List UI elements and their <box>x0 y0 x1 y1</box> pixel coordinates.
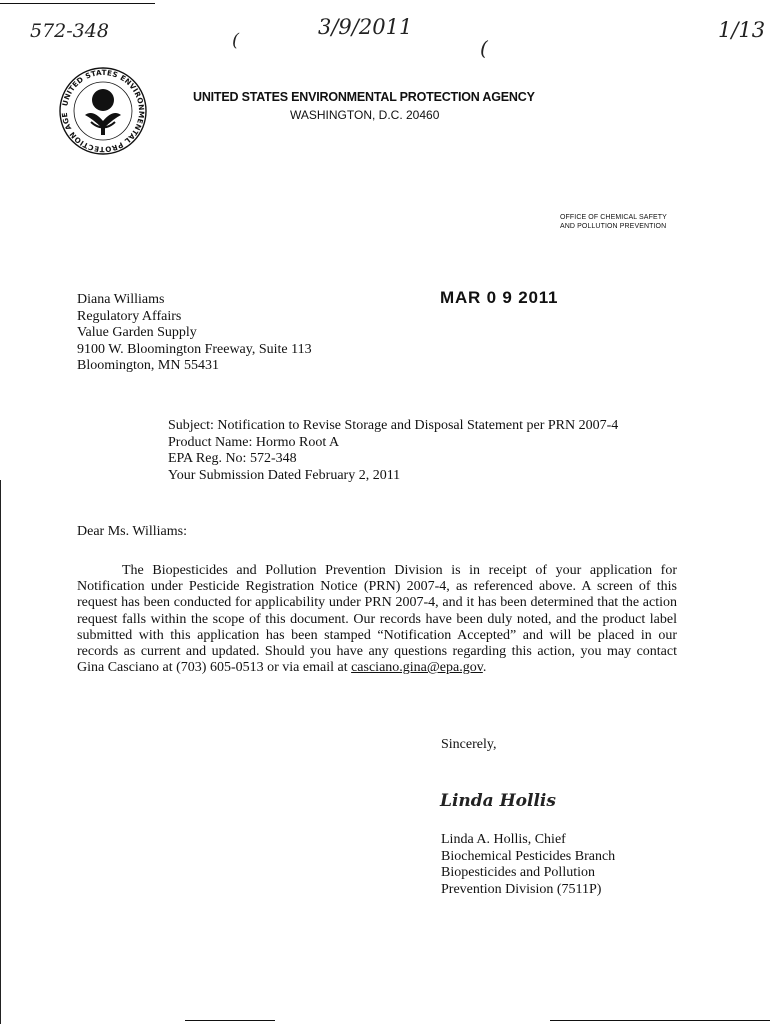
scan-top-rule <box>0 3 155 4</box>
office-name-line2: AND POLLUTION PREVENTION <box>560 223 667 230</box>
handwritten-date: 3/9/2011 <box>318 15 413 39</box>
signatory-branch: Biochemical Pesticides Branch <box>441 848 616 864</box>
agency-city: WASHINGTON, D.C. 20460 <box>290 108 440 122</box>
scan-bottom-rule-left <box>185 1020 275 1021</box>
product-name-line: Product Name: Hormo Root A <box>168 434 340 450</box>
stray-mark: ( <box>480 36 488 60</box>
office-name-line1: OFFICE OF CHEMICAL SAFETY <box>560 214 667 221</box>
handwritten-page: 1/13 <box>718 18 766 42</box>
date-stamp: MAR 0 9 2011 <box>440 288 559 307</box>
epa-seal-icon <box>58 66 148 156</box>
body-end: . <box>482 660 487 676</box>
signatory-division-cont: Prevention Division (7511P) <box>441 881 602 897</box>
stray-mark: ( <box>232 30 240 51</box>
submission-date-line: Your Submission Dated February 2, 2011 <box>168 467 401 483</box>
body-text: The Biopesticides and Pollution Prevention Division is in receipt of your application for Notification under Pesticide Registration Notice (PRN) 2007-4, as referenced above. A screen of this request has been conducted for applicability under PRN 2007-4, and it has been determined that the action request falls within the scope of this document. Our records have been duly noted, and the product label submitted with this application has been stamped “Notification Accepted” and will be placed in our records as current and updated. Should you have any questions regarding this action, you may contact Gina Casciano at (703) 605-0513 or via email at <box>77 563 677 676</box>
closing: Sincerely, <box>441 737 497 752</box>
recipient-street: 9100 W. Bloomington Freeway, Suite 113 <box>77 341 312 357</box>
salutation: Dear Ms. Williams: <box>77 524 187 539</box>
signature: Linda Hollis <box>440 791 556 811</box>
reg-number-line: EPA Reg. No: 572-348 <box>168 451 297 466</box>
epa-seal <box>58 66 148 156</box>
svg-text:UNITED STATES ENVIRONMENTAL PR: UNITED STATES ENVIRONMENTAL PROTECTION AGE <box>59 67 147 155</box>
recipient-name: Diana Williams <box>77 292 165 307</box>
subject-block <box>168 418 618 484</box>
signatory-name: Linda A. Hollis, Chief <box>441 832 566 847</box>
recipient-company: Value Garden Supply <box>77 325 197 340</box>
handwritten-file-number: 572-348 <box>30 20 109 42</box>
agency-name: UNITED STATES ENVIRONMENTAL PROTECTION AGENCY <box>193 90 535 104</box>
subject-line: Subject: Notification to Revise Storage and Disposal Statement per PRN 2007-4 <box>168 418 619 433</box>
scan-bottom-rule-right <box>550 1020 770 1021</box>
contact-email-link[interactable]: casciano.gina@epa.gov <box>351 660 483 676</box>
scan-left-edge <box>0 480 1 1024</box>
recipient-title: Regulatory Affairs <box>77 308 182 324</box>
recipient-address <box>77 292 312 375</box>
signatory-block <box>441 832 615 898</box>
signatory-division: Biopesticides and Pollution <box>441 865 595 880</box>
recipient-city: Bloomington, MN 55431 <box>77 358 219 373</box>
body-paragraph <box>77 563 677 676</box>
